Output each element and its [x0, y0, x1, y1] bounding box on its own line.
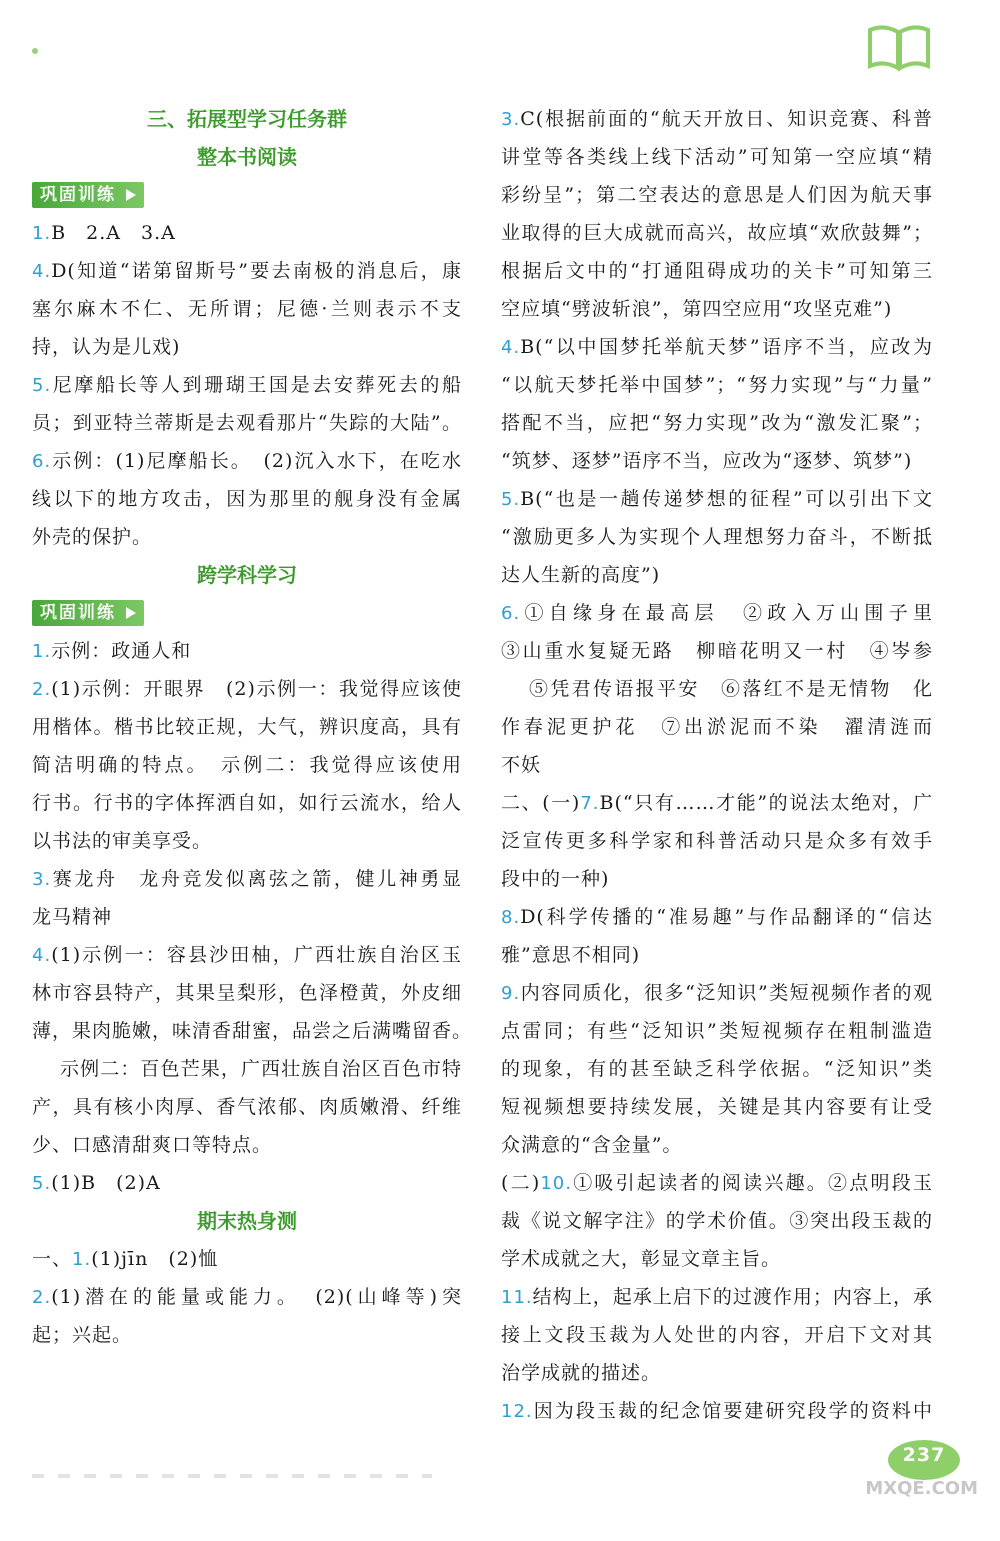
answer-line: 点雷同；有些“泛知识”类短视频存在粗制滥造 — [501, 1020, 933, 1042]
answer-line: (二)10.①吸引起读者的阅读兴趣。②点明段玉 — [501, 1172, 933, 1194]
answer-line: 6.①自缘身在最高层 ②政入万山围子里 — [501, 602, 933, 624]
left-column — [32, 100, 473, 1354]
answer-line: 搭配不当，应把“努力实现”改为“激发汇聚”； — [501, 412, 933, 434]
answer-line: “激励更多人为实现个人理想努力奋斗，不断抵 — [501, 526, 933, 548]
answer-line: 4.D(知道“诺第留斯号”要去南极的消息后，康 — [32, 260, 462, 282]
open-book-icon — [866, 22, 932, 72]
answer-line: 简洁明确的特点。 示例二：我觉得应该使用 — [32, 754, 462, 776]
answer-line: 5.尼摩船长等人到珊瑚王国是去安葬死去的船 — [32, 374, 462, 396]
answer-line: 12.因为段玉裁的纪念馆要建研究段学的资料中 — [501, 1400, 933, 1422]
answer-line: 4.B(“以中国梦托举航天梦”语序不当，应改为 — [501, 336, 933, 358]
answer-line: 1.示例：政通人和 — [32, 640, 192, 662]
answer-line: 的现象，有的甚至缺乏科学依据。“泛知识”类 — [501, 1058, 933, 1080]
answer-line: 5.B(“也是一趟传递梦想的征程”可以引出下文 — [501, 488, 933, 510]
answer-line: “筑梦、逐梦”语序不当，应改为“逐梦、筑梦”) — [501, 450, 913, 472]
answer-line: 1.B 2.A 3.A — [32, 222, 176, 244]
svg-text:MXQE.COM: MXQE.COM — [865, 1478, 978, 1499]
corner-dot — [32, 48, 38, 54]
answer-line: 示例二：百色芒果，广西壮族自治区百色市特 — [60, 1058, 462, 1080]
answer-line: 8.D(科学传播的“准易趣”与作品翻译的“信达 — [501, 906, 933, 928]
answer-line: 段中的一种) — [501, 868, 610, 890]
answer-line: “以航天梦托举中国梦”；“努力实现”与“力量” — [501, 374, 933, 396]
answer-line: 塞尔麻木不仁、无所谓；尼德·兰则表示不支 — [32, 298, 462, 320]
badge-consolidation-1 — [32, 176, 462, 214]
answer-line: 9.内容同质化，很多“泛知识”类短视频作者的观 — [501, 982, 933, 1004]
answer-line: 11.结构上，起承上启下的过渡作用；内容上，承 — [501, 1286, 933, 1308]
answer-line: 5.(1)B (2)A — [32, 1172, 161, 1194]
section-title-cross-discipline: 跨学科学习 — [197, 563, 297, 587]
answer-line: 作春泥更护花 ⑦出淤泥而不染 濯清涟而 — [501, 716, 933, 738]
answer-line: 3.赛龙舟 龙舟竞发似离弦之箭，健儿神勇显 — [32, 868, 462, 890]
answer-line: 用楷体。楷书比较正规，大气，辨识度高，具有 — [32, 716, 462, 738]
answer-line: 众满意的“含金量”。 — [501, 1134, 683, 1156]
answer-line: 裁《说文解字注》的学术价值。③突出段玉裁的 — [501, 1210, 933, 1232]
answer-line: 6.示例：(1)尼摩船长。 (2)沉入水下，在吃水 — [32, 450, 462, 472]
badge-consolidation-2 — [32, 594, 462, 632]
answer-line: 业取得的巨大成就而高兴，故应填“欢欣鼓舞”； — [501, 222, 933, 244]
answer-line: 达人生新的高度”) — [501, 564, 661, 586]
section-title-final-warmup: 期末热身测 — [197, 1209, 297, 1233]
section-title-task-group: 三、拓展型学习任务群 — [147, 107, 347, 131]
answer-line: 3.C(根据前面的“航天开放日、知识竞赛、科普 — [501, 108, 933, 130]
answer-line: 2.(1)示例：开眼界 (2)示例一：我觉得应该使 — [32, 678, 462, 700]
answer-line: 线以下的地方攻击，因为那里的舰身没有金属 — [32, 488, 462, 510]
answer-line: 以书法的审美享受。 — [32, 830, 213, 852]
answer-line: 二、(一)7.B(“只有……才能”的说法太绝对，广 — [501, 792, 933, 814]
answer-line: 行书。行书的字体挥洒自如，如行云流水，给人 — [32, 792, 462, 814]
page-number: 237 — [902, 1444, 946, 1466]
answer-line: 起；兴起。 — [32, 1324, 133, 1346]
answer-line: 产，具有核小肉厚、香气浓郁、肉质嫩滑、纤维 — [32, 1096, 462, 1118]
answer-line: 薄，果肉脆嫩，味清香甜蜜，品尝之后满嘴留香。 — [32, 1020, 473, 1042]
answer-line: 空应填“劈波斩浪”，第四空应用“攻坚克难”) — [501, 298, 893, 320]
badge-label: 巩固训练 — [32, 182, 144, 208]
answer-line: 根据后文中的“打通阻碍成功的关卡”可知第三 — [501, 260, 933, 282]
answer-line: 林市容县特产，其果呈梨形，色泽橙黄，外皮细 — [32, 982, 462, 1004]
answer-line: 龙马精神 — [32, 906, 113, 928]
answer-line: 彩纷呈”；第二空表达的意思是人们因为航天事 — [501, 184, 933, 206]
answer-line: 2.(1)潜在的能量或能力。 (2)(山峰等)突 — [32, 1286, 462, 1308]
answer-line: 不妖 — [501, 754, 542, 776]
answer-line: 讲堂等各类线上线下活动”可知第一空应填“精 — [501, 146, 933, 168]
answer-line: 治学成就的描述。 — [501, 1362, 662, 1384]
page-footer — [0, 1444, 1000, 1520]
answer-line: 外壳的保护。 — [32, 526, 153, 548]
answer-line: 接上文段玉裁为人处世的内容，开启下文对其 — [501, 1324, 933, 1346]
footer-decoration — [32, 1474, 432, 1478]
badge-label: 巩固训练 — [32, 600, 144, 626]
section-title-whole-book-reading: 整本书阅读 — [197, 145, 297, 169]
answer-line: 短视频想要持续发展，关键是其内容要有让受 — [501, 1096, 933, 1118]
right-column — [501, 100, 933, 1430]
answer-line: 一、1.(1)jīn (2)恤 — [32, 1248, 219, 1270]
answer-line: 4.(1)示例一：容县沙田柚，广西壮族自治区玉 — [32, 944, 462, 966]
answer-line: ⑤凭君传语报平安 ⑥落红不是无情物 化 — [529, 678, 933, 700]
answer-line: 学术成就之大，彰显文章主旨。 — [501, 1248, 782, 1270]
answer-line: 少、口感清甜爽口等特点。 — [32, 1134, 273, 1156]
answer-line: 泛宣传更多科学家和科普活动只是众多有效手 — [501, 830, 933, 852]
answer-line: 雅”意思不相同) — [501, 944, 641, 966]
watermark-logo — [828, 1460, 998, 1510]
answer-line: ③山重水复疑无路 柳暗花明又一村 ④岑参 — [501, 640, 933, 662]
answer-line: 持，认为是儿戏) — [32, 336, 181, 358]
answer-line: 员；到亚特兰蒂斯是去观看那片“失踪的大陆”。 — [32, 412, 462, 434]
